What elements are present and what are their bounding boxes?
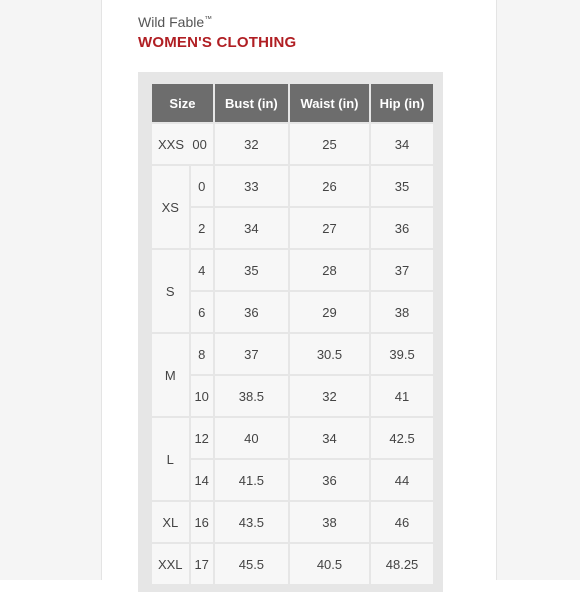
bust-cell: 32 (215, 124, 288, 164)
brand-name (138, 14, 212, 30)
size-number: 10 (191, 376, 213, 416)
size-number: 2 (191, 208, 213, 248)
bust-cell: 40 (215, 418, 288, 458)
bust-cell: 43.5 (215, 502, 288, 542)
size-label: M (152, 334, 189, 416)
table-row (152, 292, 433, 332)
bust-cell: 41.5 (215, 460, 288, 500)
size-label: XL (152, 502, 189, 542)
hip-cell: 44 (371, 460, 433, 500)
waist-cell: 40.5 (290, 544, 369, 584)
waist-cell: 28 (290, 250, 369, 290)
hip-cell: 41 (371, 376, 433, 416)
waist-cell: 29 (290, 292, 369, 332)
hip-cell: 42.5 (371, 418, 433, 458)
size-label: XS (152, 166, 189, 248)
bust-cell: 38.5 (215, 376, 288, 416)
waist-cell: 27 (290, 208, 369, 248)
hip-cell: 35 (371, 166, 433, 206)
size-cell (152, 124, 213, 164)
size-label: XXS (158, 136, 185, 152)
bust-cell: 33 (215, 166, 288, 206)
waist-cell: 30.5 (290, 334, 369, 374)
size-number: 17 (191, 544, 213, 584)
size-number: 12 (191, 418, 213, 458)
hip-cell: 36 (371, 208, 433, 248)
hip-cell: 38 (371, 292, 433, 332)
size-number: 00 (192, 136, 207, 152)
table-row (152, 124, 433, 164)
header-waist: Waist (in) (290, 84, 369, 122)
waist-cell: 34 (290, 418, 369, 458)
table-header-row (152, 84, 433, 122)
right-margin (496, 0, 580, 580)
bust-cell: 45.5 (215, 544, 288, 584)
waist-cell: 36 (290, 460, 369, 500)
bust-cell: 36 (215, 292, 288, 332)
trademark-symbol: ™ (204, 14, 213, 24)
waist-cell: 32 (290, 376, 369, 416)
size-label: L (152, 418, 189, 500)
waist-cell: 26 (290, 166, 369, 206)
table-row (152, 166, 433, 206)
hip-cell: 39.5 (371, 334, 433, 374)
size-number: 6 (191, 292, 213, 332)
size-number: 0 (191, 166, 213, 206)
size-number: 4 (191, 250, 213, 290)
size-label: S (152, 250, 189, 332)
hip-cell: 46 (371, 502, 433, 542)
bust-cell: 37 (215, 334, 288, 374)
size-number: 16 (191, 502, 213, 542)
header-size: Size (152, 84, 213, 122)
size-chart-panel (138, 72, 443, 592)
table-row (152, 334, 433, 374)
table-row (152, 418, 433, 458)
table-row (152, 502, 433, 542)
page-title: WOMEN'S CLOTHING (138, 34, 297, 51)
waist-cell: 38 (290, 502, 369, 542)
table-row (152, 460, 433, 500)
waist-cell: 25 (290, 124, 369, 164)
left-margin (0, 0, 102, 580)
size-chart-table (150, 82, 435, 586)
bust-cell: 34 (215, 208, 288, 248)
size-number: 14 (191, 460, 213, 500)
size-number: 8 (191, 334, 213, 374)
table-row (152, 376, 433, 416)
table-row (152, 208, 433, 248)
bust-cell: 35 (215, 250, 288, 290)
size-label: XXL (152, 544, 189, 584)
header-bust: Bust (in) (215, 84, 288, 122)
header-hip: Hip (in) (371, 84, 433, 122)
table-row (152, 544, 433, 584)
table-row (152, 250, 433, 290)
hip-cell: 37 (371, 250, 433, 290)
hip-cell: 34 (371, 124, 433, 164)
hip-cell: 48.25 (371, 544, 433, 584)
brand-label: Wild Fable (138, 14, 205, 30)
